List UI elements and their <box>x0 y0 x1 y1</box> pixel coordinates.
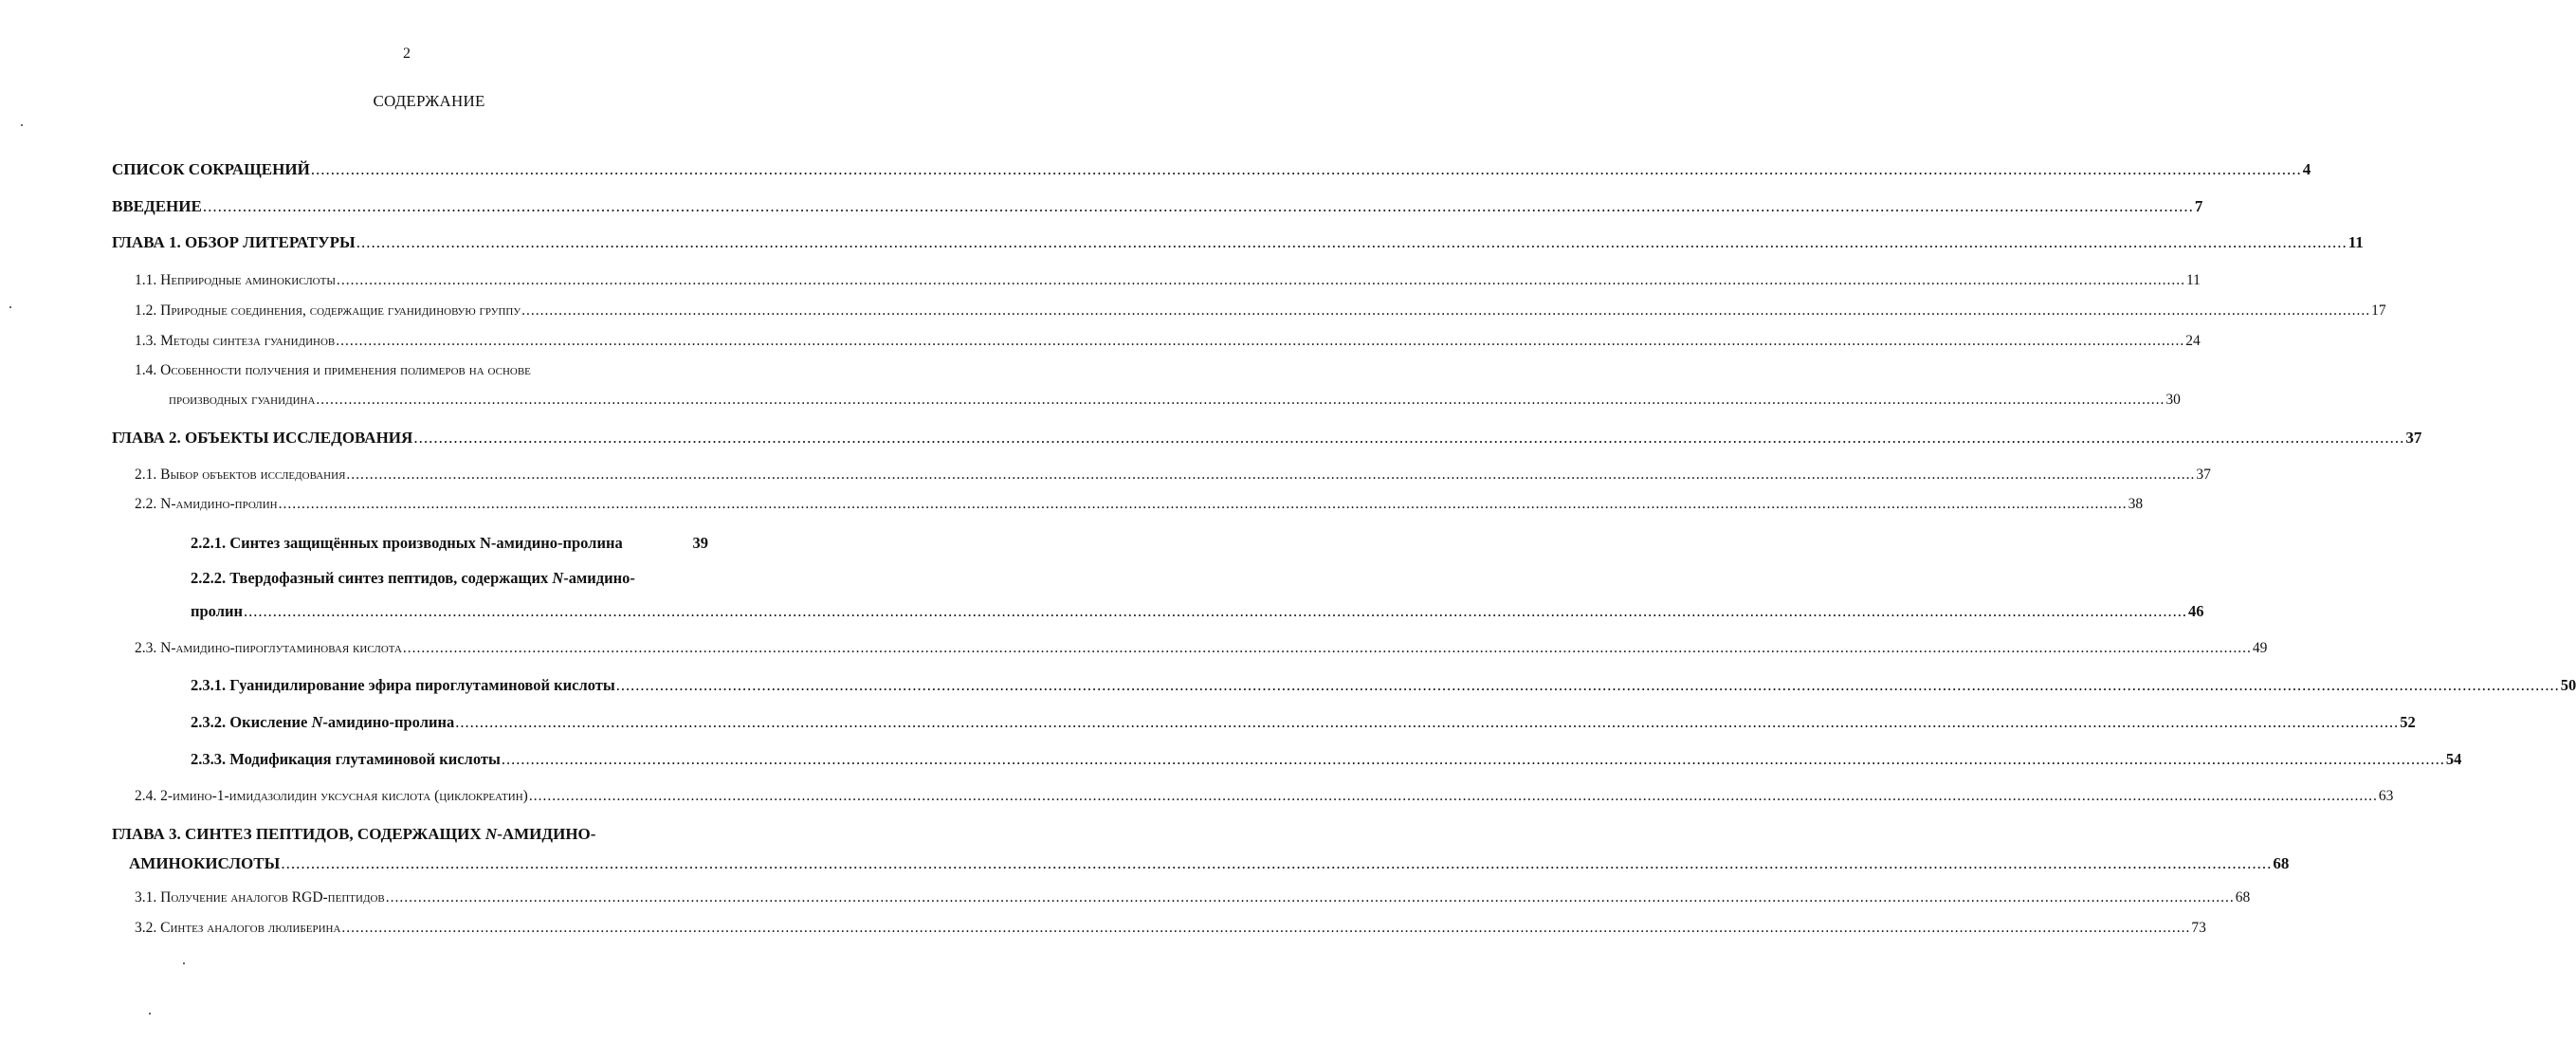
toc-entry-abbreviations[interactable] <box>112 158 2311 181</box>
toc-page-number: 11 <box>2348 233 2364 251</box>
toc-entry-title: 2.3.3. Модификация глутаминовой кислоты <box>191 750 501 768</box>
section-number: 3.1. <box>135 889 161 906</box>
dot-leader: ................................................................................................................................................................................................................................................................................................................................................................................................................ <box>528 788 2378 804</box>
toc-entry-title: Неприродные аминокислоты <box>160 272 336 288</box>
toc-entry-title: Получение аналогов RGD-пептидов <box>160 889 385 906</box>
toc-page-number: 37 <box>2196 467 2211 483</box>
toc-page-number: 50 <box>2560 676 2576 694</box>
toc-page-number: 39 <box>692 534 708 552</box>
toc-page-number: 11 <box>2185 272 2201 288</box>
toc-entry-subsection-2-3-3[interactable] <box>191 748 2462 771</box>
toc-entry-section-1-1[interactable] <box>135 269 2201 292</box>
toc-entry-title: N-амидино-пролин <box>160 496 278 512</box>
dot-leader: ................................................................................................................................................................................................................................................................................................................................................................................................................ <box>244 602 2187 620</box>
toc-page-number: 49 <box>2252 640 2268 656</box>
toc-page-number: 7 <box>2194 197 2203 215</box>
toc-page-number: 68 <box>2273 854 2290 872</box>
dot-leader: ................................................................................................................................................................................................................................................................................................................................................................................................................ <box>521 302 2371 319</box>
toc-entry-section-2-2[interactable] <box>135 493 2144 516</box>
scan-speck <box>149 1013 151 1015</box>
toc-entry-introduction[interactable] <box>112 195 2203 218</box>
toc-page-number: 52 <box>2400 713 2416 731</box>
toc-entry-title-part: -амидино- <box>563 569 635 587</box>
toc-entry-section-1-3[interactable] <box>135 330 2201 353</box>
toc-entry-section-2-3[interactable] <box>135 637 2268 660</box>
toc-entry-subsection-2-2-2[interactable] <box>191 567 635 590</box>
dot-leader: ................................................................................................................................................................................................................................................................................................................................................................................................................ <box>336 272 2185 288</box>
dot-leader: ................................................................................................................................................................................................................................................................................................................................................................................................................ <box>501 750 2445 768</box>
section-number: 2.3. <box>135 640 161 656</box>
toc-entry-title: производных гуанидина <box>169 392 316 408</box>
dot-leader: ................................................................................................................................................................................................................................................................................................................................................................................................................ <box>310 160 2302 178</box>
italic-n: N <box>311 713 323 731</box>
italic-n: N <box>484 825 498 843</box>
dot-leader: ................................................................................................................................................................................................................................................................................................................................................................................................................ <box>615 676 2560 694</box>
dot-leader: ................................................................................................................................................................................................................................................................................................................................................................................................................ <box>356 233 2348 251</box>
toc-entry-chapter-1[interactable] <box>112 231 2364 254</box>
toc-entry-title: 2-имино-1-имидазолидин уксусная кислота (циклокреатин) <box>160 788 528 804</box>
toc-entry-title-part: 2.2.2. Твердофазный синтез пептидов, содержащих <box>191 569 553 587</box>
toc-entry-section-1-2[interactable] <box>135 300 2386 322</box>
toc-entry-subsection-2-2-1[interactable] <box>191 532 708 555</box>
toc-entry-chapter-3[interactable] <box>112 823 595 846</box>
italic-n: N <box>552 569 564 587</box>
section-number: 2.2. <box>135 496 161 512</box>
toc-entry-title: Выбор объектов исследования <box>160 467 346 483</box>
toc-entry-title: 2.2.1. Синтез защищённых производных N-амидино-пролина <box>191 534 623 552</box>
toc-entry-title-part: -амидино-пролина <box>322 713 455 731</box>
toc-page-number: 24 <box>2185 333 2201 349</box>
section-number: 1.4. <box>135 362 161 378</box>
toc-entry-title: N-амидино-пироглутаминовая кислота <box>160 640 402 656</box>
dot-leader: ................................................................................................................................................................................................................................................................................................................................................................................................................ <box>316 392 2165 408</box>
page-title: СОДЕРЖАНИЕ <box>373 92 485 110</box>
toc-entry-title: Особенности получения и применения полимеров на основе <box>160 362 531 378</box>
toc-entry-title: Методы синтеза гуанидинов <box>160 333 336 349</box>
scan-speck <box>183 962 185 964</box>
toc-page-number: 38 <box>2128 496 2144 512</box>
dot-leader: ................................................................................................................................................................................................................................................................................................................................................................................................................ <box>346 467 2196 483</box>
dot-leader: ................................................................................................................................................................................................................................................................................................................................................................................................................ <box>455 713 2400 731</box>
toc-page-number: 30 <box>2165 392 2181 408</box>
toc-entry-section-3-1[interactable] <box>135 887 2251 909</box>
dot-leader: ................................................................................................................................................................................................................................................................................................................................................................................................................ <box>413 429 2405 447</box>
toc-entry-title: 2.3.1. Гуанидилирование эфира пироглутаминовой кислоты <box>191 676 615 694</box>
toc-entry-title: ГЛАВА 2. ОБЪЕКТЫ ИССЛЕДОВАНИЯ <box>112 429 413 447</box>
scan-speck <box>9 306 11 308</box>
toc-entry-title: Синтез аналогов люлиберина <box>160 920 341 936</box>
toc-page-number: 68 <box>2235 889 2251 906</box>
toc-entry-chapter-2[interactable] <box>112 427 2422 449</box>
dot-leader: ................................................................................................................................................................................................................................................................................................................................................................................................................ <box>281 854 2273 872</box>
toc-page-number: 46 <box>2188 602 2204 620</box>
dot-leader: ................................................................................................................................................................................................................................................................................................................................................................................................................ <box>278 496 2128 512</box>
toc-entry-subsection-2-2-2-continued[interactable] <box>191 600 2204 623</box>
toc-entry-section-2-4[interactable] <box>135 785 2394 808</box>
dot-leader: ................................................................................................................................................................................................................................................................................................................................................................................................................ <box>202 197 2194 215</box>
toc-entry-section-1-4[interactable] <box>135 359 531 382</box>
toc-entry-section-1-4-continued[interactable] <box>169 389 2181 412</box>
toc-entry-subsection-2-3-1[interactable] <box>191 674 2576 697</box>
toc-page-number: 63 <box>2378 788 2394 804</box>
toc-entry-title-part: -АМИДИНО- <box>497 825 596 843</box>
toc-entry-title-part: 2.3.2. Окисление <box>191 713 312 731</box>
section-number: 1.3. <box>135 333 161 349</box>
toc-entry-title: АМИНОКИСЛОТЫ <box>129 854 281 872</box>
toc-entry-title-part: ГЛАВА 3. СИНТЕЗ ПЕПТИДОВ, СОДЕРЖАЩИХ <box>112 825 485 843</box>
dot-leader: ................................................................................................................................................................................................................................................................................................................................................................................................................ <box>402 640 2252 656</box>
toc-entry-title: пролин <box>191 602 243 620</box>
toc-entry-title: ГЛАВА 1. ОБЗОР ЛИТЕРАТУРЫ <box>112 233 356 251</box>
toc-page-number: 17 <box>2371 302 2386 319</box>
toc-page-number: 54 <box>2445 750 2462 768</box>
toc-page-number: 4 <box>2302 160 2311 178</box>
toc-entry-title: ВВЕДЕНИЕ <box>112 197 202 215</box>
toc-entry-section-2-1[interactable] <box>135 464 2211 486</box>
scan-speck <box>21 124 23 126</box>
toc-page-number: 37 <box>2405 429 2422 447</box>
section-number: 1.2. <box>135 302 161 319</box>
toc-page-number: 73 <box>2191 920 2206 936</box>
section-number: 1.1. <box>135 272 161 288</box>
page-number: 2 <box>403 46 411 62</box>
section-number: 2.1. <box>135 467 161 483</box>
toc-entry-chapter-3-continued[interactable] <box>129 852 2290 875</box>
dot-leader: ................................................................................................................................................................................................................................................................................................................................................................................................................ <box>385 889 2235 906</box>
section-number: 2.4. <box>135 788 161 804</box>
dot-leader: ................................................................................................................................................................................................................................................................................................................................................................................................................ <box>341 920 2191 936</box>
toc-entry-title: Природные соединения, содержащие гуанидиновую группу <box>160 302 521 319</box>
dot-leader: ................................................................................................................................................................................................................................................................................................................................................................................................................ <box>336 333 2185 349</box>
section-number: 3.2. <box>135 920 161 936</box>
toc-entry-title: СПИСОК СОКРАЩЕНИЙ <box>112 160 310 178</box>
toc-entry-subsection-2-3-2[interactable] <box>191 711 2416 734</box>
toc-entry-section-3-2[interactable] <box>135 917 2206 940</box>
